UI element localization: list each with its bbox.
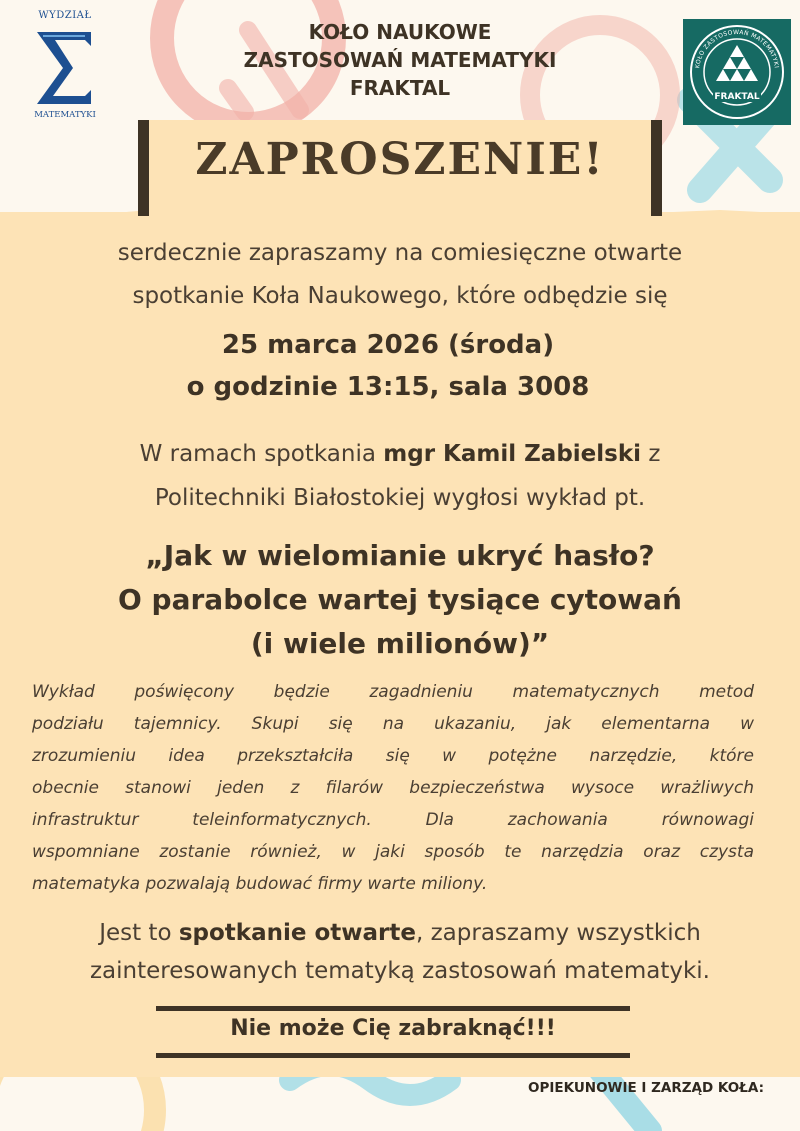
abstract-line: wspomniane zostanie również, w jaki sposób te narzędzia oraz czysta [32,842,754,862]
speaker-name: mgr Kamil Zabielski [383,441,642,467]
open-bold: spotkanie otwarte [178,920,416,946]
intro-text [0,232,800,318]
lecture-title [0,534,800,666]
lecture-pre: W ramach spotkania [139,441,384,467]
club-name [140,18,660,102]
lecture-title-line: O parabolce wartej tysiące cytowań [118,583,682,616]
abstract-line: infrastruktur teleinformatycznych. Dla zachowania równowagi [32,810,754,830]
cta-bottom-rule [156,1053,630,1058]
abstract-line: obecnie stanowi jeden z filarów bezpieczeństwa wysoce wrażliwych [32,778,754,798]
intro-line: spotkanie Koła Naukowego, które odbędzie się [132,283,668,309]
faculty-logo-bottom-text: MATEMATYKI [34,110,96,120]
lecture-line: Politechniki Białostokiej wygłosi wykład pt. [154,485,646,511]
fractal-club-logo [683,19,791,125]
club-name-line: FRAKTAL [349,76,451,100]
lecture-post: z [641,441,661,467]
open-line [0,914,800,952]
lecture-line [0,432,800,476]
faculty-logo-top-text: WYDZIAŁ [38,10,92,21]
club-name-line: ZASTOSOWAŃ MATEMATYKI [243,48,557,72]
lecture-title-line: (i wiele milionów)” [250,627,550,660]
open-pre: Jest to [99,920,179,946]
faculty-logo [24,10,106,122]
svg-text:FRAKTAL: FRAKTAL [714,92,760,102]
footer-signature: OPIEKUNOWIE I ZARZĄD KOŁA: [527,1080,764,1096]
open-line: zainteresowanych tematyką zastosowań matematyki. [89,958,710,984]
cta-top-rule [156,1006,630,1011]
call-to-action [156,1006,630,1058]
abstract-line: Wykład poświęcony będzie zagadnieniu matematycznych metod [32,682,754,702]
date-line: 25 marca 2026 (środa) [221,330,555,360]
club-name-line: KOŁO NAUKOWE [308,20,492,44]
page-title: ZAPROSZENIE! [195,134,605,185]
sigma-icon [33,28,95,108]
cta-text: Nie może Cię zabraknąć!!! [230,1016,556,1041]
open-meeting-text [0,914,800,990]
lecture-intro [0,432,800,520]
lecture-abstract [32,676,754,900]
abstract-line: matematyka pozwalają budować firmy warte miliony. [32,874,488,894]
abstract-line: zrozumieniu idea przekształciła się w potężne narzędzie, które [32,746,754,766]
time-place-line: o godzinie 13:15, sala 3008 [186,372,590,402]
intro-line: serdecznie zapraszamy na comiesięczne otwarte [117,240,683,266]
event-date [0,324,788,408]
title-banner [138,120,662,216]
svg-text:KOŁO ZASTOSOWAŃ MATEMATYKI: KOŁO ZASTOSOWAŃ MATEMATYKI [694,28,780,69]
lecture-title-line: „Jak w wielomianie ukryć hasło? [145,539,655,572]
open-post: , zapraszamy wszystkich [415,920,701,946]
abstract-line: podziału tajemnicy. Skupi się na ukazaniu, jak elementarna w [32,714,754,734]
